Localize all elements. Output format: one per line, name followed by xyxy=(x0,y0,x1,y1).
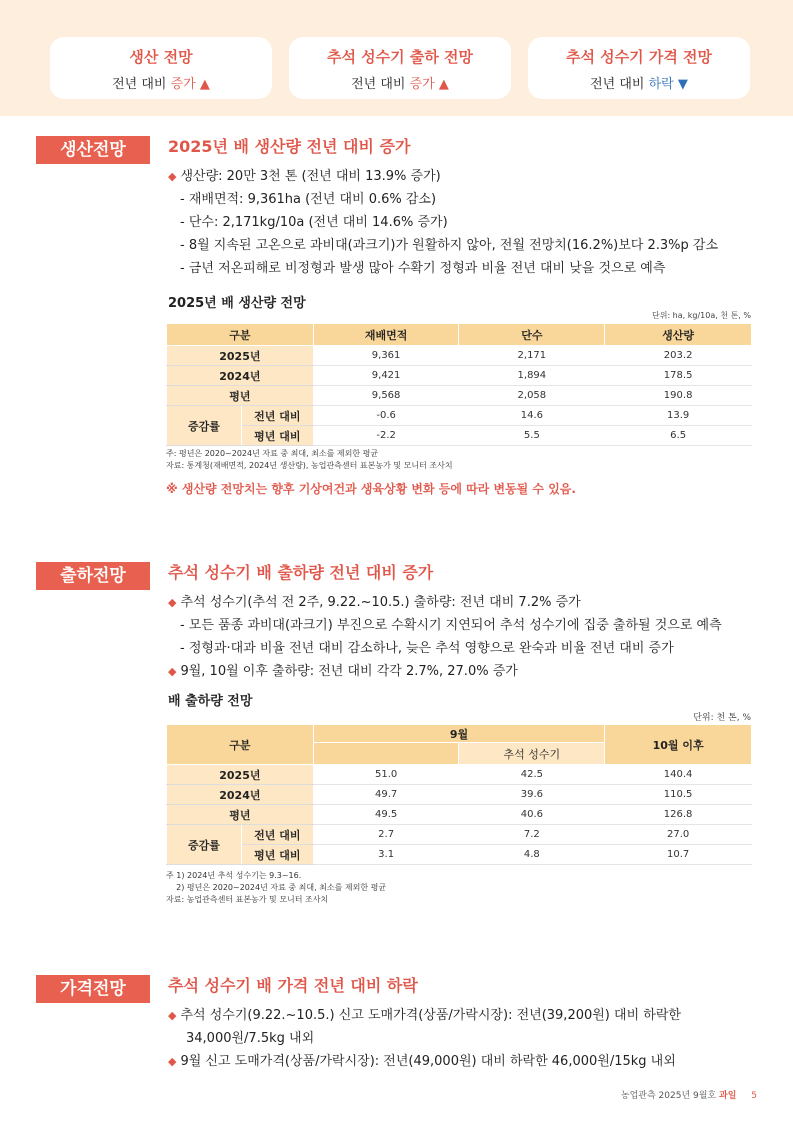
summary-card-value xyxy=(528,73,750,92)
table-cell: 4.8 xyxy=(459,845,605,865)
shipment-table xyxy=(166,724,752,865)
row-label: 2024년 xyxy=(167,366,314,386)
table-header: 구분 xyxy=(167,324,314,346)
arrow-down-icon: ▼ xyxy=(677,77,688,92)
sub-bullet-line: - 금년 저온피해로 비정형과 발생 많아 수확기 정형과 비율 전년 대비 낮을 것으로 예측 xyxy=(180,261,666,276)
summary-trend: 증가 xyxy=(170,77,196,92)
page-footer xyxy=(621,1088,757,1101)
table-header-row xyxy=(167,725,752,743)
summary-card-shipment xyxy=(289,37,511,99)
bullet-text: 9월, 10월 이후 출하량: 전년 대비 각각 2.7%, 27.0% 증가 xyxy=(180,664,518,679)
sub-bullet-line: - 재배면적: 9,361ha (전년 대비 0.6% 감소) xyxy=(180,192,437,207)
bullet-line xyxy=(168,660,518,679)
table-title-shipment: 배 출하량 전망 xyxy=(168,694,253,709)
table-row xyxy=(167,426,752,446)
table-cell: 39.6 xyxy=(459,785,605,805)
table-cell: 9,568 xyxy=(313,386,459,406)
row-label: 2025년 xyxy=(167,346,314,366)
table-cell: 2,171 xyxy=(459,346,605,366)
arrow-up-icon: ▲ xyxy=(438,77,449,92)
diamond-bullet-icon: ◆ xyxy=(168,170,177,183)
table-cell: 2,058 xyxy=(459,386,605,406)
table-cell: -2.2 xyxy=(313,426,459,446)
row-group-label: 증감률 xyxy=(167,825,242,865)
bullet-text: 9월 신고 도매가격(상품/가락시장): 전년(49,000원) 대비 하락한 46,000원/15kg 내외 xyxy=(180,1054,676,1069)
table-cell: 49.5 xyxy=(313,805,459,825)
table-header: 구분 xyxy=(167,725,314,765)
table-title-production: 2025년 배 생산량 전망 xyxy=(168,296,306,311)
table-cell: 14.6 xyxy=(459,406,605,426)
diamond-bullet-icon: ◆ xyxy=(168,1009,177,1022)
page-number: 5 xyxy=(751,1091,757,1101)
table-cell: 190.8 xyxy=(605,386,752,406)
footer-category: 과일 xyxy=(719,1091,737,1101)
table-row xyxy=(167,825,752,845)
table-cell: 27.0 xyxy=(605,825,752,845)
bullet-text: 추석 성수기(9.22.~10.5.) 신고 도매가격(상품/가락시장): 전년(39,200원) 대비 하락한 xyxy=(180,1008,681,1023)
table-cell: 1,894 xyxy=(459,366,605,386)
summary-card-value xyxy=(289,73,511,92)
sub-bullet-line: - 단수: 2,171kg/10a (전년 대비 14.6% 증가) xyxy=(180,215,448,230)
table-note: 주: 평년은 2020~2024년 자료 중 최대, 최소를 제외한 평균 xyxy=(166,449,379,458)
table-cell: 49.7 xyxy=(313,785,459,805)
arrow-up-icon: ▲ xyxy=(199,77,210,92)
summary-card-title: 생산 전망 xyxy=(129,48,193,66)
table-cell: 40.6 xyxy=(459,805,605,825)
section-tag-price: 가격전망 xyxy=(36,975,150,1003)
section-tag-production: 생산전망 xyxy=(36,136,150,164)
table-row xyxy=(167,785,752,805)
bullet-line xyxy=(168,591,581,610)
summary-card-value xyxy=(50,73,272,92)
table-header: 9월 xyxy=(313,725,604,743)
table-unit: 단위: ha, kg/10a, 천 톤, % xyxy=(651,311,751,320)
table-cell: 3.1 xyxy=(313,845,459,865)
table-header: 단수 xyxy=(459,324,605,346)
summary-trend: 증가 xyxy=(409,77,435,92)
table-header-row xyxy=(167,324,752,346)
table-cell: 178.5 xyxy=(605,366,752,386)
section-tag-shipment: 출하전망 xyxy=(36,562,150,590)
section-title-price: 추석 성수기 배 가격 전년 대비 하락 xyxy=(168,976,418,995)
row-label: 평년 대비 xyxy=(241,426,313,446)
warning-note: ※ 생산량 전망치는 향후 기상여건과 생육상황 변화 등에 따라 변동될 수 있음. xyxy=(166,482,576,496)
table-cell: 6.5 xyxy=(605,426,752,446)
table-header: 추석 성수기 xyxy=(459,743,605,765)
table-cell: 51.0 xyxy=(313,765,459,785)
production-table xyxy=(166,323,752,446)
table-source: 자료: 통계청(재배면적, 2024년 생산량), 농업관측센터 표본농가 및 모니터 조사치 xyxy=(166,461,453,470)
table-source: 자료: 농업관측센터 표본농가 및 모니터 조사치 xyxy=(166,895,329,904)
table-header-blank xyxy=(313,743,459,765)
summary-card-title: 추석 성수기 가격 전망 xyxy=(565,48,713,66)
table-cell: 110.5 xyxy=(605,785,752,805)
table-row xyxy=(167,386,752,406)
row-label: 평년 xyxy=(167,805,314,825)
table-row xyxy=(167,346,752,366)
summary-card-price xyxy=(528,37,750,99)
table-cell: 13.9 xyxy=(605,406,752,426)
summary-prefix: 전년 대비 xyxy=(112,77,171,92)
table-cell: 42.5 xyxy=(459,765,605,785)
sub-bullet-line: - 8월 지속된 고온으로 과비대(과크기)가 원활하지 않아, 전월 전망치(16.2%)보다 2.3%p 감소 xyxy=(180,238,719,253)
diamond-bullet-icon: ◆ xyxy=(168,665,177,678)
bullet-line xyxy=(168,1050,676,1069)
summary-prefix: 전년 대비 xyxy=(590,77,649,92)
summary-card-title: 추석 성수기 출하 전망 xyxy=(326,48,474,66)
row-label: 전년 대비 xyxy=(241,825,313,845)
table-cell: 126.8 xyxy=(605,805,752,825)
sub-bullet-line: - 모든 품종 과비대(과크기) 부진으로 수확시기 지연되어 추석 성수기에 집중 출하될 것으로 예측 xyxy=(180,618,722,633)
table-cell: 9,421 xyxy=(313,366,459,386)
diamond-bullet-icon: ◆ xyxy=(168,1055,177,1068)
bullet-continuation: 34,000원/7.5kg 내외 xyxy=(186,1031,315,1046)
table-cell: 9,361 xyxy=(313,346,459,366)
table-header: 재배면적 xyxy=(313,324,459,346)
row-label: 평년 대비 xyxy=(241,845,313,865)
row-label: 2024년 xyxy=(167,785,314,805)
row-label: 전년 대비 xyxy=(241,406,313,426)
table-header: 생산량 xyxy=(605,324,752,346)
table-row xyxy=(167,805,752,825)
table-cell: 7.2 xyxy=(459,825,605,845)
table-row xyxy=(167,765,752,785)
summary-trend: 하락 xyxy=(648,77,674,92)
bullet-line xyxy=(168,1004,681,1023)
row-label: 2025년 xyxy=(167,765,314,785)
table-row xyxy=(167,845,752,865)
bullet-text: 생산량: 20만 3천 톤 (전년 대비 13.9% 증가) xyxy=(180,169,441,184)
sub-bullet-line: - 정형과·대과 비율 전년 대비 감소하나, 늦은 추석 영향으로 완숙과 비율 전년 대비 증가 xyxy=(180,641,674,656)
table-cell: 2.7 xyxy=(313,825,459,845)
table-unit: 단위: 천 톤, % xyxy=(693,713,751,723)
table-cell: -0.6 xyxy=(313,406,459,426)
footer-publication: 농업관측 2025년 9월호 xyxy=(620,1091,717,1101)
section-title-shipment: 추석 성수기 배 출하량 전년 대비 증가 xyxy=(168,563,434,582)
summary-card-production xyxy=(50,37,272,99)
table-note: 주 1) 2024년 추석 성수기는 9.3~16. xyxy=(166,871,302,880)
row-group-label: 증감률 xyxy=(167,406,242,446)
row-label: 평년 xyxy=(167,386,314,406)
bullet-line xyxy=(168,165,441,184)
table-cell: 5.5 xyxy=(459,426,605,446)
table-header: 10월 이후 xyxy=(605,725,752,765)
table-cell: 10.7 xyxy=(605,845,752,865)
table-note: 2) 평년은 2020~2024년 자료 중 최대, 최소를 제외한 평균 xyxy=(166,883,387,892)
table-cell: 203.2 xyxy=(605,346,752,366)
section-title-production: 2025년 배 생산량 전년 대비 증가 xyxy=(168,137,411,156)
bullet-text: 추석 성수기(추석 전 2주, 9.22.~10.5.) 출하량: 전년 대비 7.2% 증가 xyxy=(180,595,581,610)
summary-prefix: 전년 대비 xyxy=(351,77,410,92)
table-row xyxy=(167,406,752,426)
table-row xyxy=(167,366,752,386)
table-cell: 140.4 xyxy=(605,765,752,785)
diamond-bullet-icon: ◆ xyxy=(168,596,177,609)
